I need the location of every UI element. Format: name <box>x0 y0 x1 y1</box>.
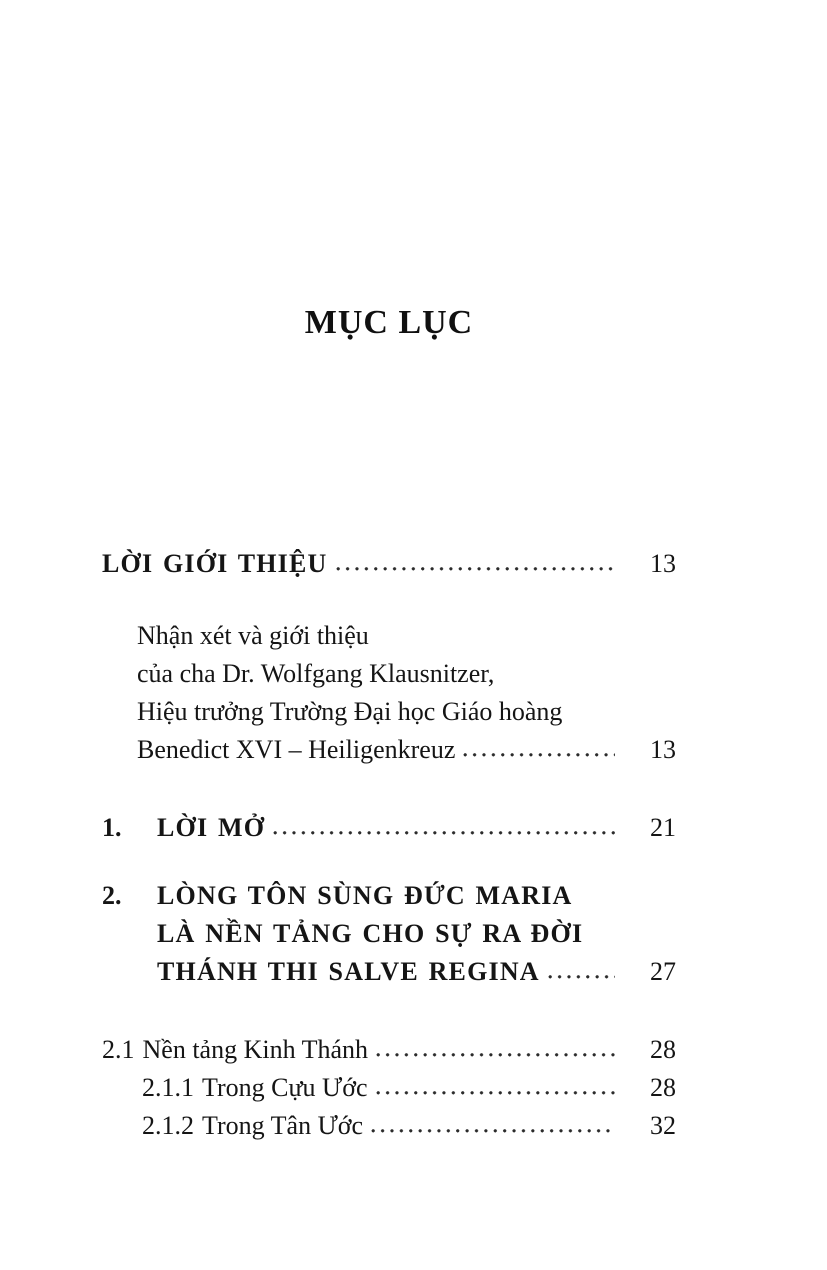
dot-leader <box>548 974 615 980</box>
dot-leader <box>371 1128 615 1134</box>
dot-leader <box>376 1090 615 1096</box>
toc-entry-label: LỜI MỞ <box>157 813 266 842</box>
note-line: của cha Dr. Wolfgang Klausnitzer, <box>137 659 495 688</box>
toc-entry-label: THÁNH THI SALVE REGINA <box>157 957 540 986</box>
toc-entry-section-2-1 <box>102 1031 676 1069</box>
toc-entry-section-2-1-2 <box>102 1107 676 1145</box>
toc-entry-number: 2.1.2 <box>142 1111 194 1140</box>
toc-entry-page: 21 <box>650 813 676 842</box>
dot-leader <box>463 752 615 758</box>
toc-entry-page: 13 <box>650 549 676 578</box>
toc-entry-label: Trong Cựu Ước <box>202 1073 368 1102</box>
toc-entry-page: 28 <box>650 1073 676 1102</box>
toc-entry-page: 28 <box>650 1035 676 1064</box>
toc-entry-line: LÀ NỀN TẢNG CHO SỰ RA ĐỜI <box>157 919 584 948</box>
toc-entry-page: 13 <box>650 735 676 764</box>
toc-entry-page: 27 <box>650 957 676 986</box>
toc-entry-line <box>102 953 676 991</box>
dot-leader <box>376 1052 615 1058</box>
toc-entry-chapter1 <box>102 809 676 847</box>
toc-entry-label: LỜI GIỚI THIỆU <box>102 549 328 578</box>
toc-entry-intro <box>102 545 676 583</box>
toc-entry-intro-note <box>102 617 676 769</box>
toc-entry-label: LÒNG TÔN SÙNG ĐỨC MARIA <box>157 881 573 910</box>
dot-leader <box>336 566 616 572</box>
note-line: Nhận xét và giới thiệu <box>137 621 369 650</box>
dot-leader <box>273 830 615 836</box>
toc-entry-label: Trong Tân Ước <box>202 1111 364 1140</box>
toc-entry-number: 2. <box>102 881 122 910</box>
note-line: Hiệu trưởng Trường Đại học Giáo hoàng <box>137 697 563 726</box>
toc-entry-number: 2.1.1 <box>142 1073 194 1102</box>
page-title: MỤC LỤC <box>304 304 474 341</box>
note-line <box>102 731 676 769</box>
toc-entry-number: 2.1 <box>102 1035 135 1064</box>
toc-entry-page: 32 <box>650 1111 676 1140</box>
toc-entry-section-2-1-1 <box>102 1069 676 1107</box>
toc-entry-line <box>102 877 676 915</box>
toc-entry-label: Nền tảng Kinh Thánh <box>142 1035 369 1064</box>
toc-entry-number: 1. <box>102 813 122 842</box>
note-line-text: Benedict XVI – Heiligenkreuz <box>137 735 456 764</box>
table-of-contents <box>102 545 676 1145</box>
toc-entry-chapter2 <box>102 877 676 991</box>
